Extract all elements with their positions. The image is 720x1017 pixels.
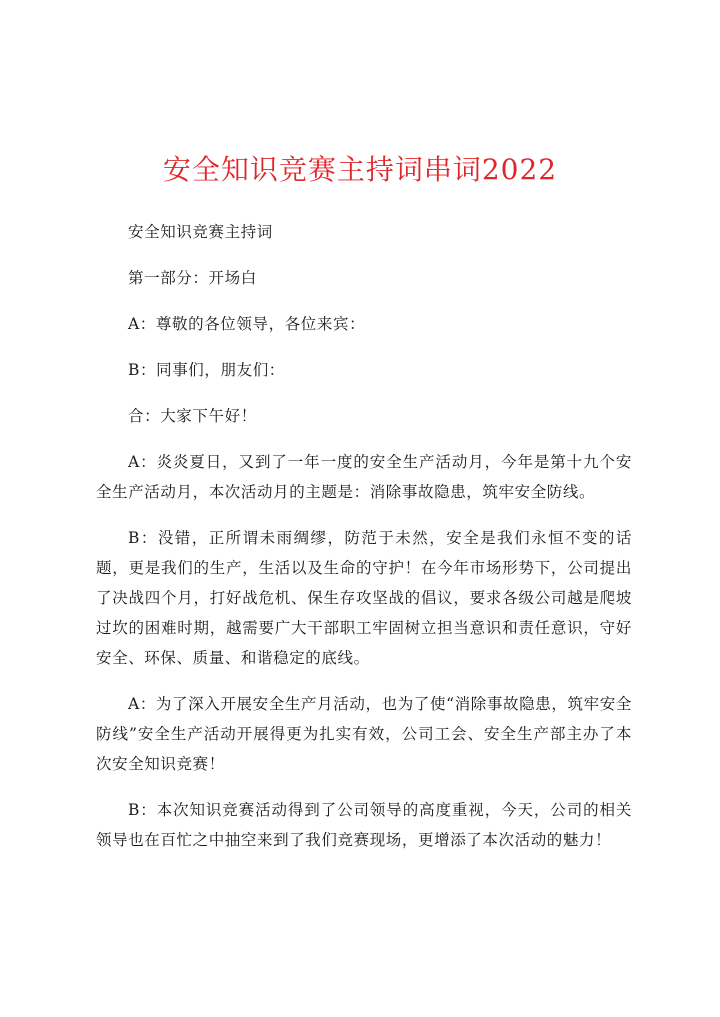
document-title: 安全知识竞赛主持词串词2022 bbox=[162, 153, 558, 186]
document-body bbox=[96, 217, 632, 871]
paragraph-greeting-b: B：同事们，朋友们： bbox=[128, 361, 285, 379]
paragraph-greeting-together: 合：大家下午好！ bbox=[128, 407, 257, 425]
paragraph-body: A：炎炎夏日，又到了一年一度的安全生产活动月，今年是第十九个安全生产活动月，本次活动月的主题是：消除事故隐患，筑牢安全防线。 bbox=[96, 453, 632, 501]
paragraph-greeting-a: A：尊敬的各位领导，各位来宾： bbox=[128, 315, 366, 333]
paragraph-body: B：没错，正所谓未雨绸缪，防范于未然，安全是我们永恒不变的话题，更是我们的生产，生活以及生命的守护！在今年市场形势下，公司提出了决战四个月，打好战危机、保生存攻坚战的倡议，要求各级公司越是爬坡过坎的困难时期，越需要广大干部职工牢固树立担当意识和责任意识，守好安全、环保、质量、和谐稳定的底线。 bbox=[96, 529, 632, 667]
paragraph-body: B：本次知识竞赛活动得到了公司领导的高度重视，今天，公司的相关领导也在百忙之中抽空来到了我们竞赛现场，更增添了本次活动的魅力！ bbox=[96, 801, 632, 849]
paragraph-body: A：为了深入开展安全生产月活动，也为了使“消除事故隐患，筑牢安全防线”安全生产活动开展得更为扎实有效，公司工会、安全生产部主办了本次安全知识竞赛！ bbox=[96, 695, 632, 773]
paragraph-section-title: 第一部分：开场白 bbox=[128, 269, 257, 287]
paragraph-heading: 安全知识竞赛主持词 bbox=[128, 223, 273, 241]
